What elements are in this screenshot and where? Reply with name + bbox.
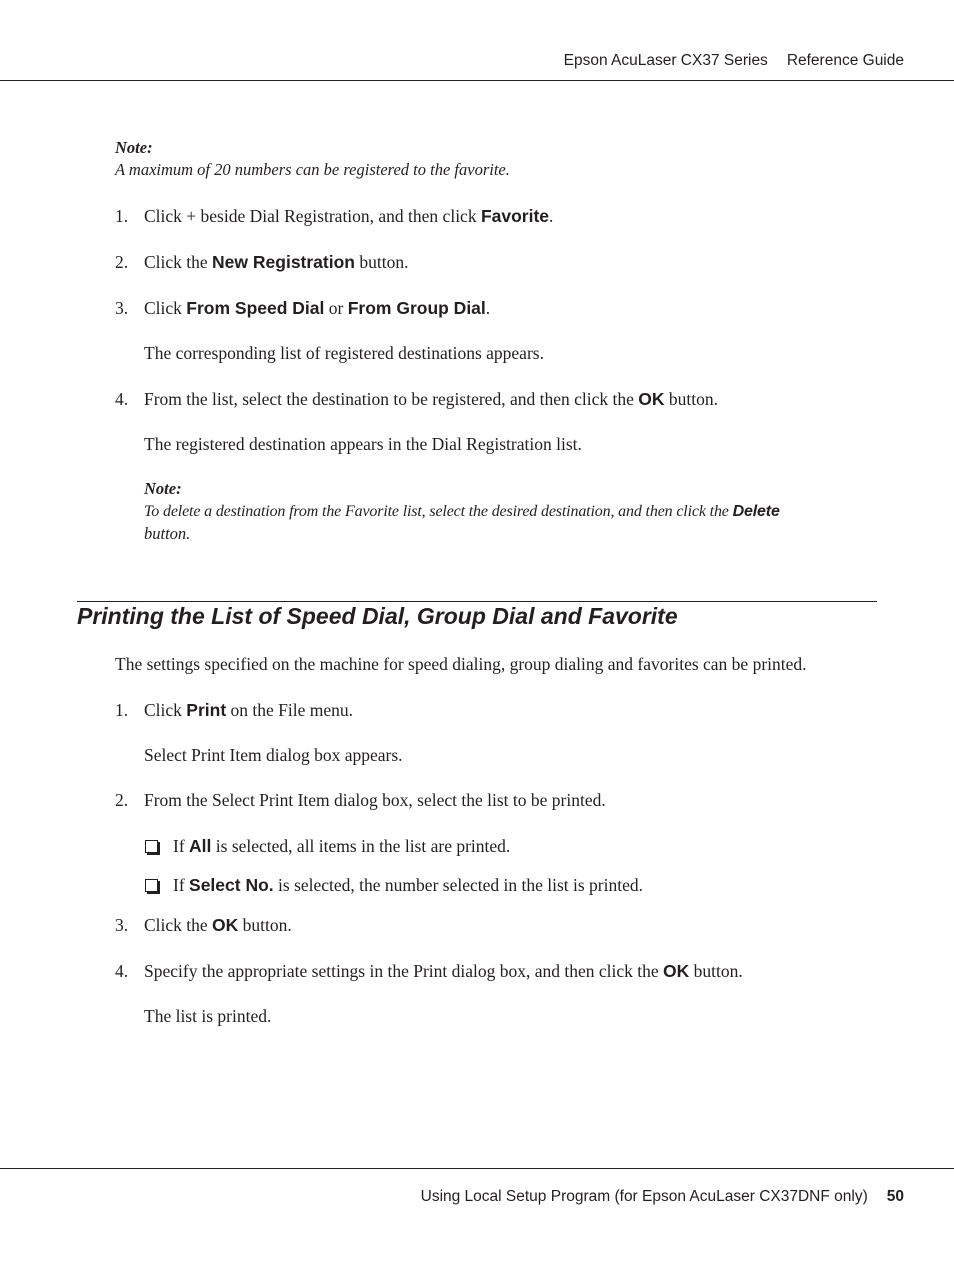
step-text: Click the New Registration button. [144,252,409,272]
header-rule [0,80,954,81]
step-text: From the list, select the destination to be registered, and then click the OK button. [144,389,718,409]
footer-chapter: Using Local Setup Program (for Epson AcuLaser CX37DNF only) [420,1188,868,1205]
step-number: 2. [115,252,129,272]
step-text: Click + beside Dial Registration, and then click Favorite. [144,206,554,226]
step-number: 4. [115,389,129,409]
note-text-cont: button. [144,524,191,543]
step-number: 4. [115,961,129,981]
note-label: Note: [115,138,153,157]
header-product: Epson AcuLaser CX37 Series [563,52,768,69]
note-text: To delete a destination from the Favorite list, select the desired destination, and then click the Delete [144,503,780,520]
step-text: Click the OK button. [144,915,292,935]
page-number: 50 [886,1188,904,1205]
step-result: The registered destination appears in the Dial Registration list. [144,434,582,454]
running-header [564,51,904,71]
step-result: The corresponding list of registered destinations appears. [144,343,544,363]
step-number: 2. [115,790,129,810]
running-footer [421,1187,904,1207]
note-text: A maximum of 20 numbers can be registered to the favorite. [115,160,510,179]
checkbox-bullet-icon [145,879,158,892]
step-result: The list is printed. [144,1006,272,1026]
section-title: Printing the List of Speed Dial, Group Dial and Favorite [77,603,678,629]
step-result: Select Print Item dialog box appears. [144,745,403,765]
section-intro: The settings specified on the machine for speed dialing, group dialing and favorites can be printed. [115,654,807,674]
step-text: From the Select Print Item dialog box, select the list to be printed. [144,790,606,810]
bullet-text: If Select No. is selected, the number selected in the list is printed. [173,875,644,895]
step-number: 1. [115,206,129,226]
note-label: Note: [144,479,182,498]
step-number: 1. [115,700,129,720]
step-number: 3. [115,298,129,318]
section-rule [77,601,877,602]
checkbox-bullet-icon [145,840,158,853]
bullet-text: If All is selected, all items in the list are printed. [173,836,511,856]
header-guide: Reference Guide [786,52,904,69]
step-text: Specify the appropriate settings in the Print dialog box, and then click the OK button. [144,961,743,981]
step-text: Click From Speed Dial or From Group Dial. [144,298,491,318]
step-text: Click Print on the File menu. [144,700,354,720]
step-number: 3. [115,915,129,935]
footer-rule [0,1168,954,1169]
